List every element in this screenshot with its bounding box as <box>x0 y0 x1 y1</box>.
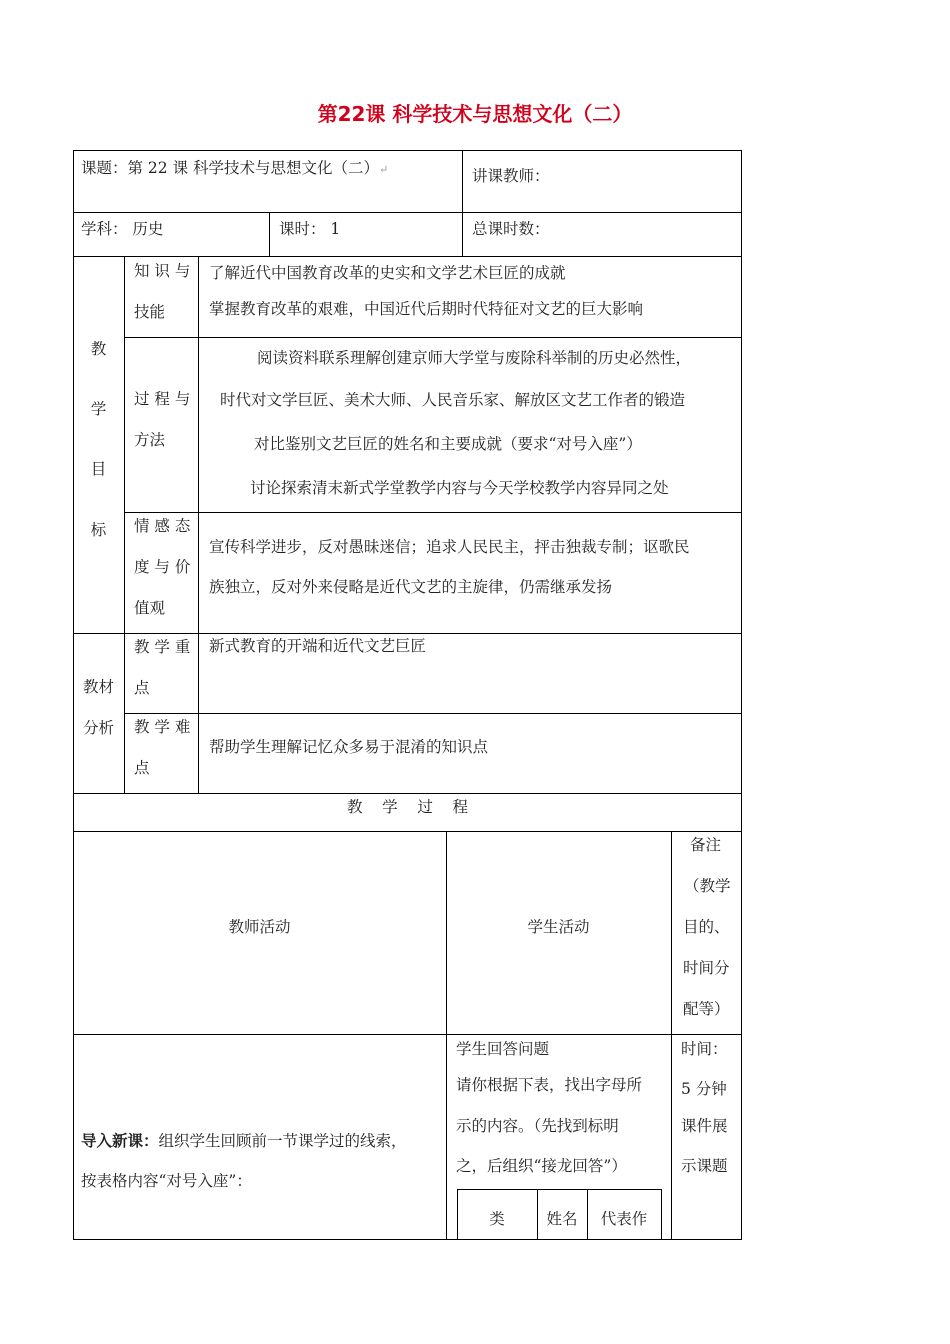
subject-label: 学科： 历史 <box>81 220 164 238</box>
intro-student-line-2: 请你根据下表，找出字母所 <box>456 1076 643 1094</box>
emotion-label-3: 值观 <box>134 599 166 617</box>
inner-table-header-type: 类 <box>489 1210 505 1228</box>
process-line-2: 时代对文学巨匠、美术大师、人民音乐家、解放区文艺工作者的锻造 <box>220 391 686 409</box>
notes-header-4: 时间分 <box>683 959 730 977</box>
key-point-text: 新式教育的开端和近代文艺巨匠 <box>209 637 427 655</box>
intro-notes-line-1: 时间： <box>681 1040 728 1058</box>
objectives-label-4: 标 <box>90 521 107 539</box>
intro-teacher-line-2: 按表格内容“对号入座”： <box>81 1172 252 1190</box>
notes-header-2: （教学 <box>684 877 731 895</box>
topic-cell <box>81 158 388 180</box>
intro-notes-line-2: 5 分钟 <box>681 1080 727 1098</box>
process-line-4: 讨论探索清末新式学堂教学内容与今天学校教学内容异同之处 <box>250 479 669 497</box>
document-title: 第22课 科学技术与思想文化（二） <box>317 102 633 126</box>
objectives-label-1: 教 <box>90 340 107 358</box>
intro-teacher-line-1 <box>81 1131 407 1151</box>
intro-notes-line-4: 示课题 <box>681 1157 728 1175</box>
intro-student-line-1: 学生回答问题 <box>456 1040 550 1058</box>
difficult-point-label-2: 点 <box>134 759 150 777</box>
analysis-label-2: 分析 <box>82 719 114 737</box>
teacher-label: 讲课教师： <box>472 167 550 185</box>
notes-header-5: 配等） <box>683 1000 730 1018</box>
notes-header-1: 备注 <box>690 836 722 854</box>
emotion-line-1: 宣传科学进步，反对愚昧迷信；追求人民民主，抨击独裁专制；讴歌民 <box>209 538 690 556</box>
inner-table-header-name: 姓名 <box>546 1210 578 1228</box>
key-point-label-1: 教 学 重 <box>134 638 191 656</box>
intro-student-line-3: 示的内容。（先找到标明 <box>456 1117 619 1135</box>
teacher-activity-header: 教师活动 <box>228 918 291 936</box>
process-label-2: 方法 <box>134 431 166 449</box>
knowledge-line-1: 了解近代中国教育改革的史实和文学艺术巨匠的成就 <box>209 264 566 282</box>
emotion-line-2: 族独立，反对外来侵略是近代文艺的主旋律，仍需继承发扬 <box>209 578 613 596</box>
class-hours-label: 课时： 1 <box>279 220 341 238</box>
return-mark-icon: ↵ <box>379 163 389 176</box>
knowledge-label-2: 技能 <box>134 303 166 321</box>
objectives-label-3: 目 <box>90 460 107 478</box>
objectives-label-2: 学 <box>90 400 107 418</box>
difficult-point-text: 帮助学生理解记忆众多易于混淆的知识点 <box>209 738 489 756</box>
process-line-3: 对比鉴别文艺巨匠的姓名和主要成就（要求“对号入座”） <box>254 435 642 453</box>
student-activity-header: 学生活动 <box>527 918 590 936</box>
total-hours-label: 总课时数： <box>472 220 550 238</box>
analysis-label-1: 教材 <box>82 678 114 696</box>
notes-header-3: 目的、 <box>683 918 730 936</box>
process-label-1: 过 程 与 <box>134 390 191 408</box>
difficult-point-label-1: 教 学 难 <box>134 718 191 736</box>
intro-student-line-4: 之，后组织“接龙回答”） <box>456 1157 627 1175</box>
knowledge-label-1: 知 识 与 <box>134 262 191 280</box>
inner-table-header-work: 代表作 <box>600 1210 648 1228</box>
topic-label: 课题：第 22 课 科学技术与思想文化（二） <box>81 159 380 177</box>
intro-teacher-text-1: 组织学生回顾前一节课学过的线索， <box>158 1132 407 1150</box>
key-point-label-2: 点 <box>134 679 150 697</box>
process-line-1: 阅读资料联系理解创建京师大学堂与废除科举制的历史必然性， <box>257 349 692 367</box>
emotion-label-2: 度 与 价 <box>134 558 191 576</box>
intro-bold-label: 导入新课： <box>81 1131 159 1150</box>
emotion-label-1: 情 感 态 <box>134 517 191 535</box>
process-heading: 教 学 过 程 <box>346 798 469 816</box>
knowledge-line-2: 掌握教育改革的艰难，中国近代后期时代特征对文艺的巨大影响 <box>209 300 644 318</box>
intro-notes-line-3: 课件展 <box>681 1117 728 1135</box>
